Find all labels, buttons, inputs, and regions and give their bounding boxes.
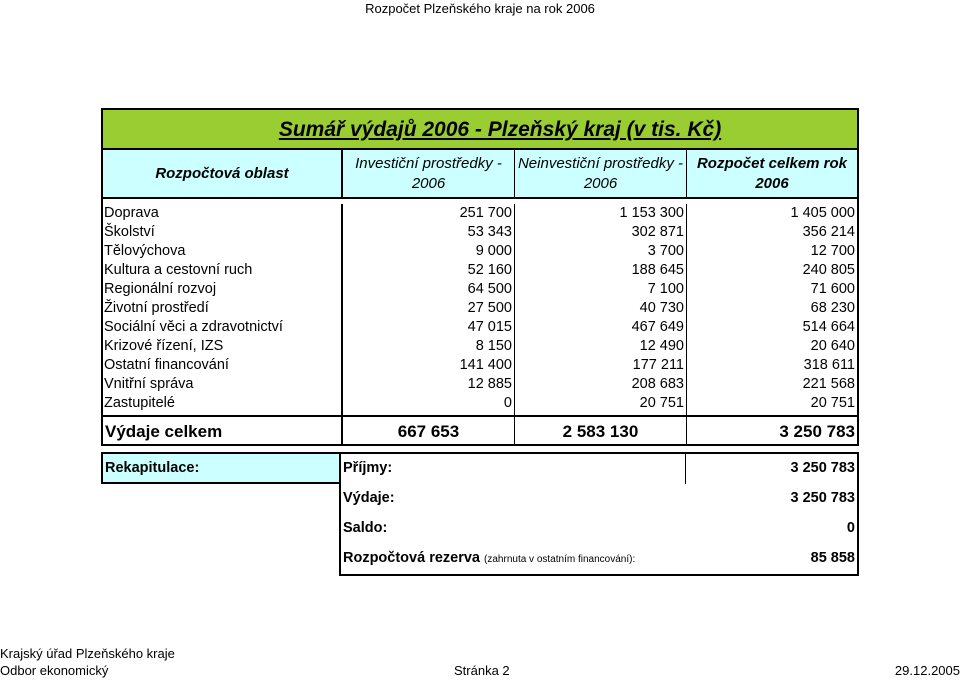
cell-non-investment: 3 700: [515, 242, 687, 261]
cell-area: Ostatní financování: [103, 356, 343, 375]
cell-investment: 141 400: [343, 356, 515, 375]
table-row: [103, 394, 857, 415]
col-header-area: Rozpočtová oblast: [103, 150, 343, 197]
recap-label: Rekapitulace:: [101, 452, 341, 484]
cell-area: Školství: [103, 223, 343, 242]
expense-label: Výdaje:: [343, 490, 395, 506]
recap-section: [101, 452, 859, 584]
table-row: [103, 204, 857, 223]
recap-reserve-row: [341, 544, 857, 574]
cell-total: 20 751: [810, 395, 855, 411]
table-row: [103, 337, 857, 356]
income-label: Příjmy:: [343, 460, 393, 476]
cell-investment: 251 700: [343, 204, 515, 223]
table-row: [103, 223, 857, 242]
table-row: [103, 318, 857, 337]
cell-non-investment: 1 153 300: [515, 204, 687, 223]
footer-page: Stránka 2: [454, 663, 510, 678]
footer-office: Krajský úřad Plzeňského kraje: [0, 646, 175, 661]
recap-expense-row: [341, 484, 857, 514]
cell-area: Regionální rozvoj: [103, 280, 343, 299]
cell-investment: 8 150: [343, 337, 515, 356]
col-header-investment: Investiční prostředky - 2006: [343, 150, 515, 197]
cell-area: Doprava: [103, 204, 343, 223]
cell-investment: 12 885: [343, 375, 515, 394]
column-header-row: [101, 150, 859, 199]
cell-non-investment: 40 730: [515, 299, 687, 318]
table-row: [103, 299, 857, 318]
reserve-note: (zahrnuta v ostatním financování):: [484, 554, 636, 565]
total-non-investment: 2 583 130: [515, 417, 687, 444]
table-row: [103, 242, 857, 261]
table-title: Sumář výdajů 2006 - Plzeňský kraj (v tis. Kč): [101, 108, 859, 150]
cell-total: 221 568: [802, 376, 855, 392]
recap-box: [339, 452, 859, 576]
cell-investment: 52 160: [343, 261, 515, 280]
page-header: Rozpočet Plzeňského kraje na rok 2006: [365, 1, 595, 16]
table-row: [103, 261, 857, 280]
cell-total: 318 611: [803, 357, 855, 373]
cell-total: 12 700: [810, 243, 855, 259]
balance-value: 0: [846, 520, 855, 536]
cell-area: Vnitřní správa: [103, 375, 343, 394]
cell-total: 514 664: [802, 319, 855, 335]
cell-investment: 53 343: [343, 223, 515, 242]
cell-non-investment: 177 211: [515, 356, 687, 375]
cell-area: Sociální věci a zdravotnictví: [103, 318, 343, 337]
recap-divider: [685, 454, 686, 484]
recap-balance-row: [341, 514, 857, 544]
budget-table: [101, 108, 859, 584]
reserve-value: 85 858: [810, 550, 855, 566]
cell-non-investment: 12 490: [515, 337, 687, 356]
total-investment: 667 653: [343, 417, 515, 444]
cell-non-investment: 467 649: [515, 318, 687, 337]
reserve-label-group: [343, 550, 635, 566]
cell-area: Kultura a cestovní ruch: [103, 261, 343, 280]
cell-area: Krizové řízení, IZS: [103, 337, 343, 356]
cell-non-investment: 188 645: [515, 261, 687, 280]
table-row: [103, 280, 857, 299]
cell-investment: 0: [343, 394, 515, 415]
cell-investment: 9 000: [343, 242, 515, 261]
cell-total: 240 805: [802, 262, 855, 278]
cell-total: 356 214: [802, 224, 855, 240]
cell-total: 68 230: [810, 300, 855, 316]
income-value: 3 250 783: [790, 460, 855, 476]
balance-label: Saldo:: [343, 520, 388, 536]
cell-investment: 27 500: [343, 299, 515, 318]
footer-date: 29.12.2005: [894, 663, 960, 678]
total-label: Výdaje celkem: [103, 417, 343, 444]
table-row: [103, 375, 857, 394]
cell-non-investment: 208 683: [515, 375, 687, 394]
cell-total: 1 405 000: [790, 205, 855, 221]
footer-department: Odbor ekonomický: [0, 663, 109, 678]
cell-total: 71 600: [810, 281, 855, 297]
total-overall: 3 250 783: [779, 422, 855, 441]
cell-investment: 47 015: [343, 318, 515, 337]
cell-non-investment: 20 751: [515, 394, 687, 415]
reserve-label: Rozpočtová rezerva: [343, 550, 480, 566]
expense-value: 3 250 783: [790, 490, 855, 506]
col-header-total: Rozpočet celkem rok 2006: [696, 154, 848, 192]
cell-non-investment: 7 100: [515, 280, 687, 299]
cell-area: Životní prostředí: [103, 299, 343, 318]
cell-area: Zastupitelé: [103, 394, 343, 415]
cell-area: Tělovýchova: [103, 242, 343, 261]
col-header-non-investment: Neinvestiční prostředky - 2006: [515, 150, 687, 197]
cell-investment: 64 500: [343, 280, 515, 299]
cell-total: 20 640: [810, 338, 855, 354]
recap-income-row: [341, 454, 857, 484]
table-body: [101, 199, 859, 416]
cell-non-investment: 302 871: [515, 223, 687, 242]
total-row: [101, 416, 859, 446]
table-row: [103, 356, 857, 375]
